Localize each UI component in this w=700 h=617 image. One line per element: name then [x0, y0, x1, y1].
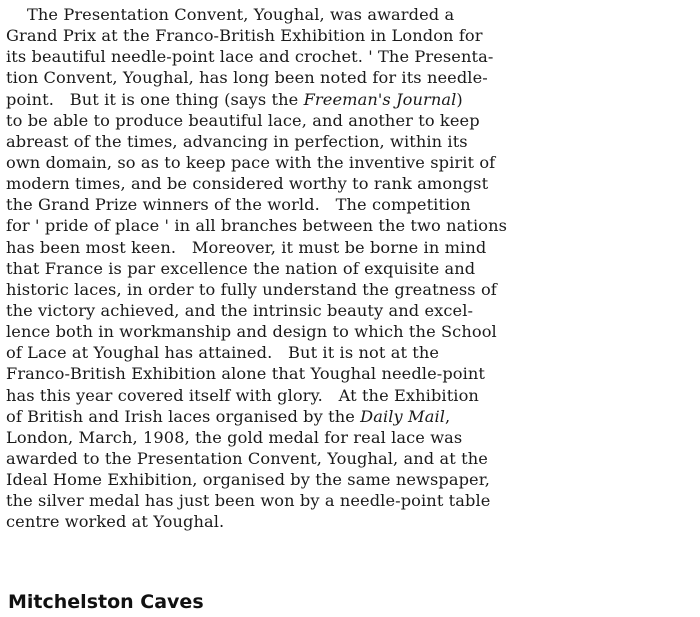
article-line: of Lace at Youghal has attained. But it is not at the — [6, 343, 440, 363]
article-line: modern times, and be considered worthy to rank amongst — [6, 174, 489, 194]
newspaper-comma: , — [445, 406, 451, 426]
article-line: to be able to produce beautiful lace, and another to keep — [6, 110, 480, 130]
article-line: historic laces, in order to fully understand the greatness of — [6, 279, 497, 299]
article-line-text: of British and Irish laces organised by the — [6, 406, 361, 426]
article-line: London, March, 1908, the gold medal for real lace was — [6, 427, 463, 447]
article-line: the Grand Prize winners of the world. The competition — [6, 195, 471, 215]
article-line: that France is par excellence the nation of exquisite and — [6, 258, 476, 278]
journal-close-paren: ) — [456, 89, 463, 109]
section-heading: Mitchelston Caves — [8, 591, 204, 613]
article-line: The Presentation Convent, Youghal, was awarded a — [6, 5, 455, 24]
article-line: tion Convent, Youghal, has long been noted for its needle- — [6, 68, 488, 88]
article-line: the silver medal has just been won by a needle-point table — [6, 491, 491, 511]
article-line: Grand Prix at the Franco-British Exhibition in London for — [6, 26, 483, 46]
article-line: has this year covered itself with glory. At the Exhibition — [6, 385, 479, 405]
article-body — [6, 4, 690, 533]
article-line: the victory achieved, and the intrinsic beauty and excel- — [6, 300, 474, 320]
article-line: has been most keen. Moreover, it must be borne in mind — [6, 237, 487, 257]
article-line: lence both in workmanship and design to which the School — [6, 322, 497, 342]
article-line — [6, 406, 690, 427]
article-line: awarded to the Presentation Convent, Youghal, and at the — [6, 448, 488, 468]
article-line: centre worked at Youghal. — [6, 512, 225, 532]
article-line: own domain, so as to keep pace with the inventive spirit of — [6, 152, 496, 172]
article-line: for ' pride of place ' in all branches between the two nations — [6, 216, 508, 236]
article-line — [6, 89, 690, 110]
article-line: Franco-British Exhibition alone that Youghal needle-point — [6, 364, 486, 384]
journal-title: Freeman's Journal — [303, 89, 457, 109]
newspaper-title: Daily Mail — [360, 406, 446, 426]
article-line: its beautiful needle-point lace and crochet. ' The Presenta- — [6, 47, 494, 67]
article-line: abreast of the times, advancing in perfection, within its — [6, 131, 468, 151]
article-line: Ideal Home Exhibition, organised by the same newspaper, — [6, 470, 491, 490]
article-line-text: point. But it is one thing (says the — [6, 89, 304, 109]
